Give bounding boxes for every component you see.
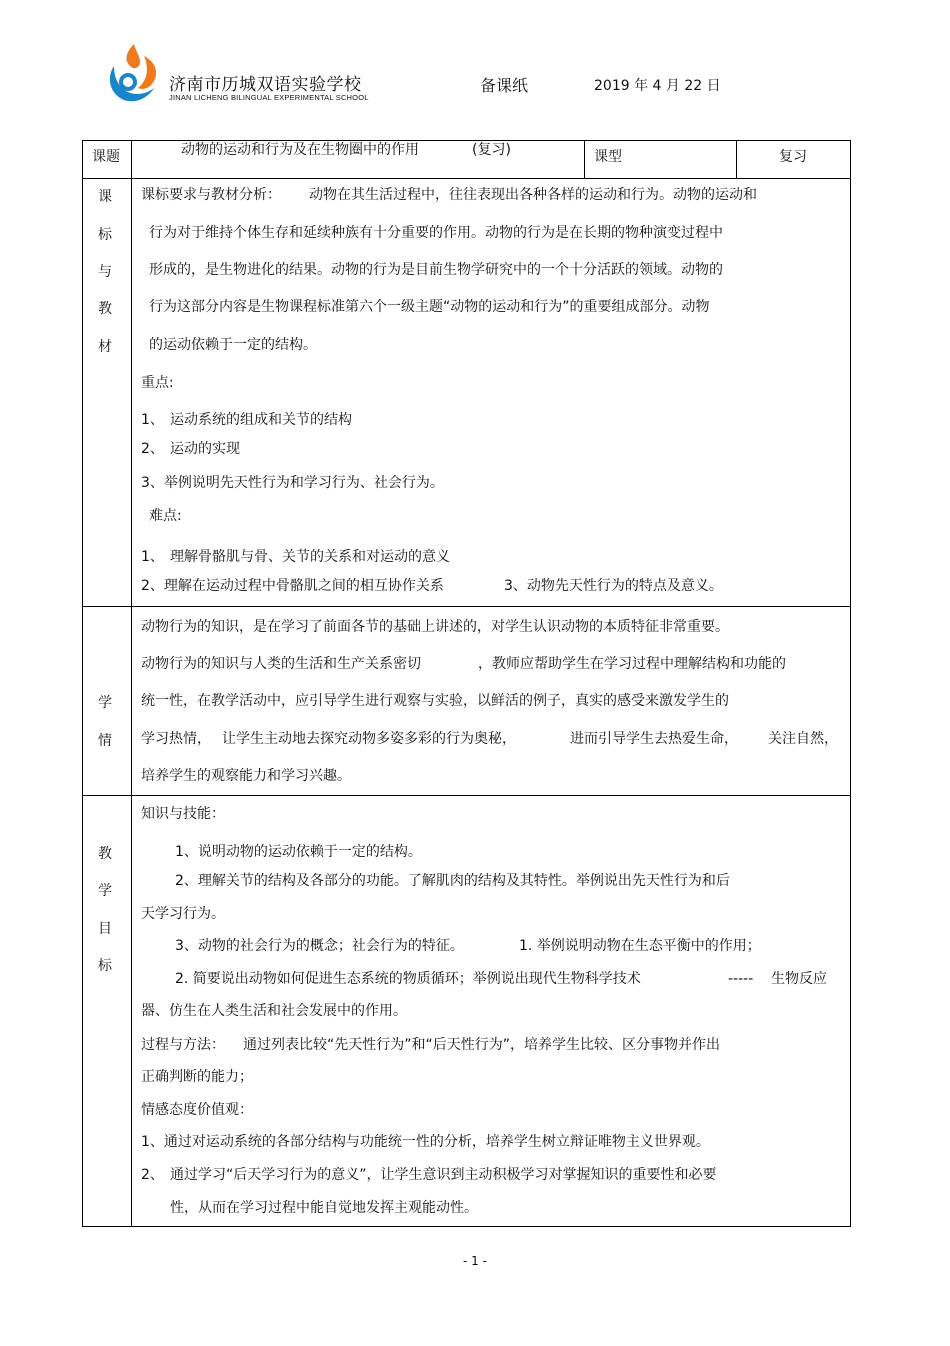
vertical-label-char: 标 (98, 958, 112, 974)
body-line: 让学生主动地去探究动物多姿多彩的行为奥秘， (222, 731, 516, 747)
body-line: 动物行为的知识与人类的生活和生产关系密切 (141, 656, 421, 672)
list-item: 运动系统的组成和关节的结构 (170, 412, 352, 428)
body-line: 形成的，是生物进化的结果。动物的行为是目前生物学研究中的一个十分活跃的领域。动物的 (149, 262, 723, 278)
list-item: 3、动物先天性行为的特点及意义。 (504, 578, 723, 594)
vertical-label-char: 与 (98, 264, 112, 280)
body-line: ----- (728, 971, 754, 987)
vertical-label-char: 教 (98, 846, 112, 862)
topic-title: 动物的运动和行为及在生物圈中的作用 (181, 142, 419, 158)
type-label: 课型 (594, 149, 622, 165)
body-line: 动物行为的知识，是在学习了前面各节的基础上讲述的，对学生认识动物的本质特征非常重要。 (141, 619, 729, 635)
body-line: 生物反应 (771, 971, 827, 987)
attitude-heading: 情感态度价值观： (141, 1102, 253, 1118)
body-line: 课标要求与教材分析： (141, 187, 281, 203)
body-line: 性，从而在学习过程中能自觉地发挥主观能动性。 (170, 1200, 478, 1216)
body-line: 通过学习“后天学习行为的意义”，让学生意识到主动积极学习对掌握知识的重要性和必要 (170, 1167, 717, 1183)
body-line: 正确判断的能力； (141, 1069, 253, 1085)
body-line: 3、动物的社会行为的概念；社会行为的特征。 (175, 938, 464, 954)
school-logo (104, 42, 162, 104)
list-number: 1、 (141, 412, 164, 428)
vertical-label-char: 课 (98, 189, 112, 205)
body-line: 动物在其生活过程中，往往表现出各种各样的运动和行为。动物的运动和 (309, 187, 757, 203)
body-line: 进而引导学生去热爱生命， (570, 731, 738, 747)
list-number: 2、 (141, 441, 164, 457)
date: 2019 年 4 月 22 日 (594, 78, 721, 94)
process-heading: 过程与方法： (141, 1037, 225, 1053)
list-number: 1、 (141, 549, 164, 565)
paper-title: 备课纸 (480, 76, 529, 95)
key-points-heading: 重点: (141, 375, 174, 391)
list-item: 运动的实现 (170, 441, 240, 457)
vertical-label-char: 标 (98, 227, 112, 243)
body-line: 的运动依赖于一定的结构。 (149, 337, 317, 353)
vertical-label-char: 材 (98, 339, 112, 355)
body-line: 天学习行为。 (141, 906, 225, 922)
body-line: ，教师应帮助学生在学习过程中理解结构和功能的 (478, 656, 786, 672)
body-line: 行为对于维持个体生存和延续种族有十分重要的作用。动物的行为是在长期的物种演变过程中 (149, 225, 723, 241)
vertical-label-char: 教 (98, 301, 112, 317)
body-line: 通过列表比较“先天性行为”和“后天性行为”，培养学生比较、区分事物并作出 (243, 1037, 721, 1053)
body-line: 培养学生的观察能力和学习兴趣。 (141, 768, 351, 784)
body-line: 1、说明动物的运动依赖于一定的结构。 (175, 844, 422, 860)
topic-label: 课题 (92, 149, 120, 165)
body-line: 2、理解关节的结构及各部分的功能。了解肌肉的结构及其特性。举例说出先天性行为和后 (175, 873, 730, 889)
knowledge-heading: 知识与技能： (141, 806, 225, 822)
topic-note: (复习) (472, 142, 511, 158)
list-item: 2、理解在运动过程中骨骼肌之间的相互协作关系 (141, 578, 444, 594)
vertical-label-char: 学 (98, 695, 112, 711)
list-number: 2、 (141, 1167, 164, 1183)
body-line: 统一性，在教学活动中，应引导学生进行观察与实验，以鲜活的例子，真实的感受来激发学生的 (141, 693, 729, 709)
school-name: 济南市历城双语实验学校 (169, 75, 362, 95)
vertical-label-char: 目 (98, 921, 112, 937)
body-line: 学习热情， (141, 731, 211, 747)
list-item: 3、举例说明先天性行为和学习行为、社会行为。 (141, 475, 444, 491)
body-line: 器、仿生在人类生活和社会发展中的作用。 (141, 1003, 407, 1019)
vertical-label-char: 情 (98, 733, 112, 749)
type-value: 复习 (779, 149, 807, 165)
page-number: - 1 - (463, 1254, 487, 1268)
body-line: 行为这部分内容是生物课程标准第六个一级主题“动物的运动和行为”的重要组成部分。动物 (149, 299, 710, 315)
body-line: 关注自然， (768, 731, 838, 747)
difficulties-heading: 难点: (149, 508, 182, 524)
body-line: 2. 简要说出动物如何促进生态系统的物质循环；举例说出现代生物科学技术 (175, 971, 641, 987)
vertical-label-char: 学 (98, 883, 112, 899)
school-english-name: JINAN LICHENG BILINGUAL EXPERIMENTAL SCHOOL (169, 93, 369, 102)
body-line: 1、通过对运动系统的各部分结构与功能统一性的分析，培养学生树立辩证唯物主义世界观。 (141, 1134, 710, 1150)
body-line: 1. 举例说明动物在生态平衡中的作用； (519, 938, 761, 954)
list-item: 理解骨骼肌与骨、关节的关系和对运动的意义 (170, 549, 450, 565)
